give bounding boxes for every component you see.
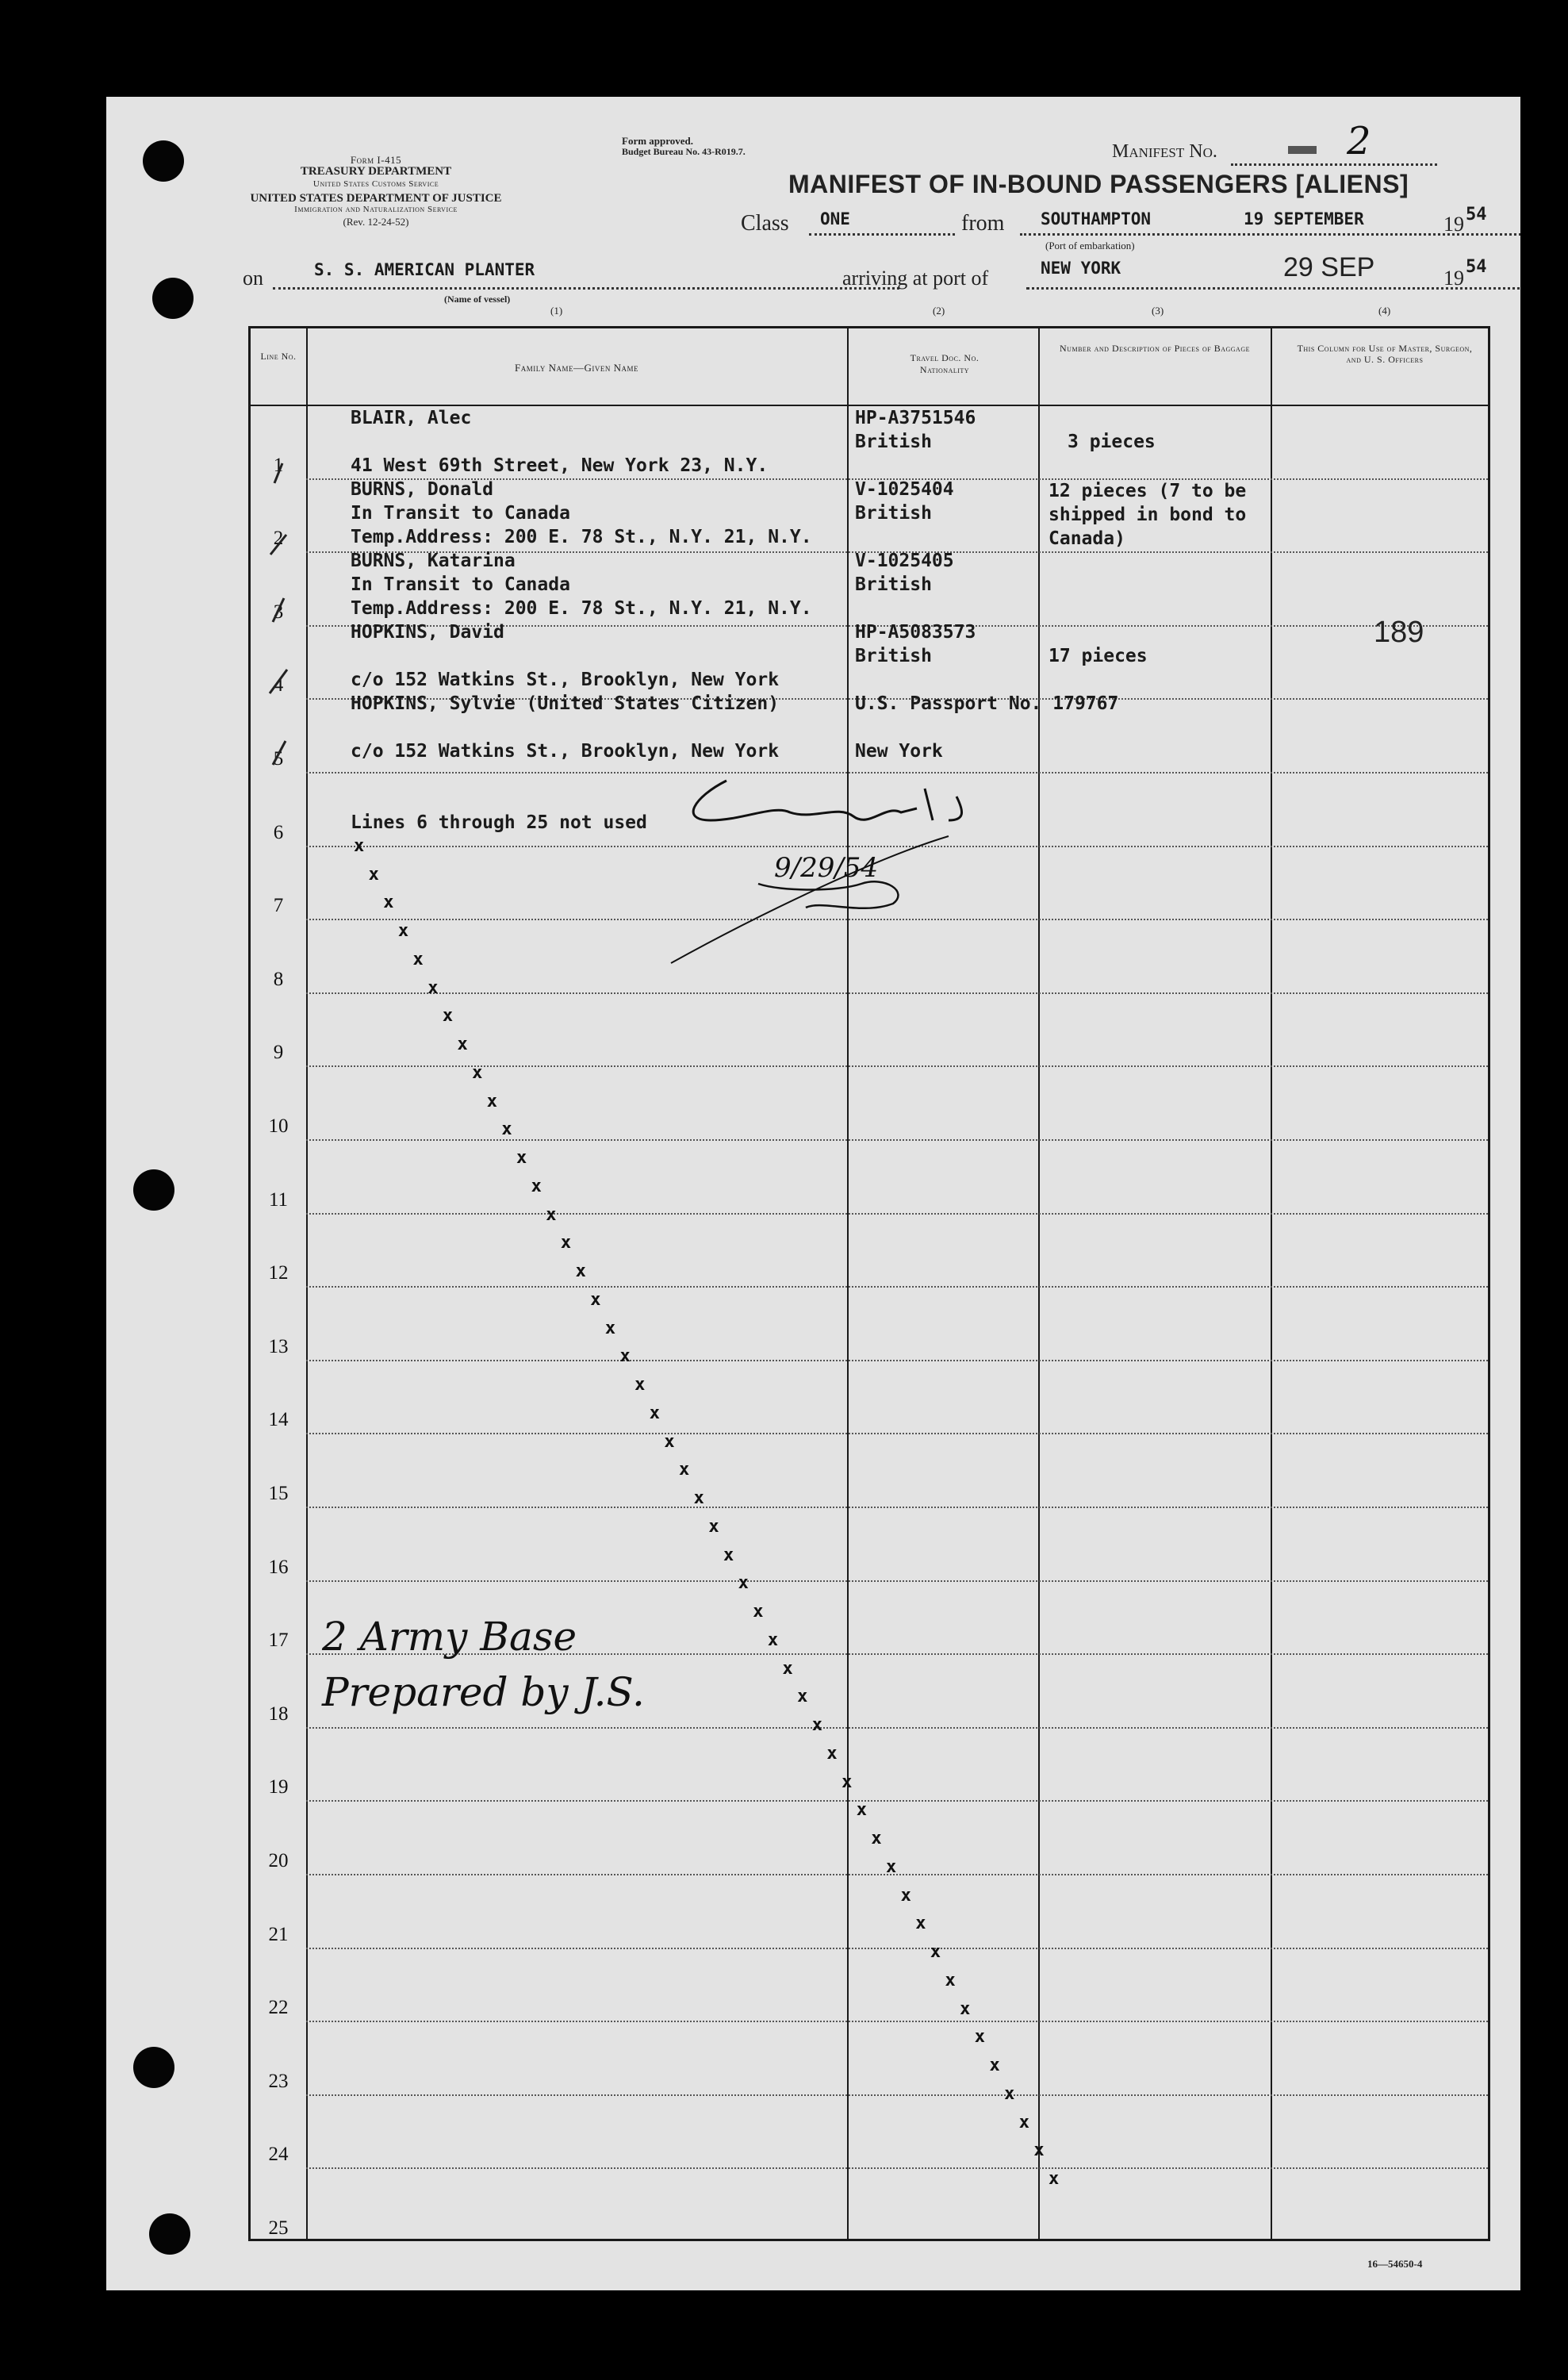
x-mark: x	[560, 1233, 572, 1253]
header-travel-doc: Travel Doc. No. Nationality	[910, 352, 980, 375]
entry-2-baggage: 12 pieces (7 to be shipped in bond to Canada)	[1049, 481, 1247, 549]
header-rule	[251, 405, 1488, 406]
line-number: 23	[268, 2070, 289, 2092]
line-number: 16	[268, 1556, 289, 1578]
manifest-table	[248, 326, 1490, 2241]
x-mark: x	[590, 1289, 601, 1310]
col-num-1: (1)	[550, 305, 563, 317]
entry-2-doc: V-1025404	[855, 479, 954, 500]
from-value: SOUTHAMPTON	[1041, 209, 1152, 228]
x-mark: x	[708, 1516, 719, 1537]
x-mark: x	[634, 1375, 646, 1395]
entry-4-nationality: British	[855, 646, 932, 666]
unused-lines-note: Lines 6 through 25 not used	[351, 812, 647, 833]
x-mark: x	[960, 1998, 971, 2019]
punch-hole	[149, 2213, 190, 2255]
year-prefix-1: 19	[1443, 213, 1464, 236]
entry-4-address: c/o 152 Watkins St., Brooklyn, New York	[351, 670, 780, 690]
x-mark: x	[811, 1715, 823, 1736]
x-mark: x	[397, 921, 409, 942]
arrival-port: NEW YORK	[1041, 259, 1121, 278]
arrival-year: 54	[1466, 257, 1487, 277]
row-rule	[306, 992, 1488, 994]
line-number: 15	[268, 1483, 289, 1504]
x-mark: x	[856, 1800, 867, 1821]
row-rule	[306, 2094, 1488, 2096]
line-number: 11	[268, 1188, 289, 1211]
line-number: 5	[273, 748, 284, 770]
row-rule	[306, 1727, 1488, 1729]
line-number: 9	[273, 1042, 284, 1064]
vessel-dotline	[273, 287, 899, 290]
line-number: 7	[273, 895, 284, 917]
manifest-number: 2	[1347, 119, 1371, 163]
line-number: 18	[268, 1702, 289, 1725]
x-mark: x	[472, 1062, 483, 1083]
entry-1-address: 41 West 69th Street, New York 23, N.Y.	[351, 455, 769, 476]
x-mark: x	[664, 1431, 675, 1452]
line-number: 17	[268, 1630, 289, 1652]
x-mark: x	[900, 1885, 911, 1906]
handwritten-note-prepared: Prepared by J.S.	[322, 1669, 645, 1715]
x-mark: x	[1004, 2083, 1015, 2104]
line-number: 2	[273, 528, 284, 550]
department-of-justice: UNITED STATES DEPARTMENT OF JUSTICE	[250, 192, 502, 205]
line-number: 14	[268, 1409, 289, 1431]
x-mark: x	[885, 1856, 897, 1877]
x-mark: x	[604, 1318, 616, 1338]
line-number: 21	[268, 1923, 289, 1945]
treasury-department: TREASURY DEPARTMENT	[300, 165, 452, 178]
line-number: 3	[273, 601, 284, 623]
entry-5-doc: U.S. Passport No. 179767	[855, 693, 1119, 714]
punch-hole	[133, 2047, 174, 2088]
class-dotline	[809, 233, 955, 236]
row-rule	[306, 2167, 1488, 2169]
port-embarkation-caption: (Port of embarkation)	[1045, 240, 1135, 251]
row-rule	[306, 2021, 1488, 2022]
arriving-label: arriving at port of	[842, 267, 989, 290]
line-number: 4	[273, 674, 284, 697]
line-number: 6	[273, 821, 284, 843]
row-rule	[306, 1065, 1488, 1067]
entry-1-name: BLAIR, Alec	[351, 408, 472, 428]
manifest-no-label: Manifest No.	[1112, 141, 1217, 162]
header-officers: This Column for Use of Master, Surgeon, and U. S. Officers	[1297, 343, 1473, 365]
year-prefix-2: 19	[1443, 267, 1464, 290]
header-line-no: Line No.	[260, 351, 297, 362]
row-rule	[306, 1433, 1488, 1434]
x-mark: x	[738, 1573, 749, 1594]
col-divider	[306, 328, 308, 2239]
line-number: 13	[268, 1335, 289, 1357]
entry-1-baggage: 3 pieces	[1068, 432, 1156, 452]
punch-hole	[133, 1169, 174, 1211]
x-mark: x	[915, 1914, 926, 1934]
x-mark: x	[442, 1006, 454, 1027]
x-mark: x	[723, 1545, 734, 1565]
x-mark: x	[1033, 2140, 1045, 2161]
col-num-2: (2)	[933, 305, 945, 317]
entry-1-nationality: British	[855, 432, 932, 452]
departure-year: 54	[1466, 205, 1487, 225]
manifest-no-line	[1231, 163, 1437, 166]
from-label: from	[961, 211, 1005, 236]
entry-2-nationality: British	[855, 503, 932, 524]
line-number: 10	[268, 1115, 289, 1137]
x-mark: x	[842, 1772, 853, 1792]
row-rule	[306, 1948, 1488, 1949]
row-rule	[306, 1286, 1488, 1288]
punch-hole	[152, 278, 194, 319]
entry-2-address: In Transit to Canada	[351, 503, 570, 524]
x-mark: x	[797, 1687, 808, 1707]
vessel-caption: (Name of vessel)	[444, 294, 511, 305]
x-mark: x	[1018, 2112, 1029, 2132]
entry-3-doc: V-1025405	[855, 551, 954, 571]
x-mark: x	[531, 1176, 542, 1196]
line-number: 25	[268, 2217, 289, 2239]
x-mark: x	[368, 864, 379, 885]
x-mark: x	[753, 1602, 764, 1622]
entry-1-doc: HP-A3751546	[855, 408, 976, 428]
manifest-title: MANIFEST OF IN-BOUND PASSENGERS [ALIENS]	[788, 170, 1409, 198]
header-name: Family Name—Given Name	[515, 362, 638, 374]
entry-5-name: HOPKINS, Sylvie (United States Citizen)	[351, 693, 780, 714]
x-mark: x	[930, 1942, 941, 1963]
header-baggage: Number and Description of Pieces of Baggage	[1060, 343, 1250, 354]
struck-out-mark	[1288, 146, 1317, 154]
line-number: 22	[268, 1997, 289, 2019]
row-rule	[306, 1507, 1488, 1508]
x-mark: x	[693, 1488, 704, 1509]
officer-stamp-number: 189	[1374, 616, 1424, 649]
x-mark: x	[767, 1630, 779, 1650]
row-rule	[306, 1580, 1488, 1582]
check-marks	[259, 447, 306, 828]
entry-3-address: In Transit to Canada	[351, 574, 570, 595]
x-mark: x	[427, 977, 439, 998]
x-mark: x	[516, 1148, 527, 1169]
col-divider	[1038, 328, 1040, 2239]
x-mark: x	[679, 1460, 690, 1480]
entry-5-address: c/o 152 Watkins St., Brooklyn, New York	[351, 741, 780, 762]
col-divider	[1271, 328, 1272, 2239]
entry-3-temp-address: Temp.Address: 200 E. 78 St., N.Y. 21, N.Y.	[351, 598, 812, 619]
x-mark: x	[354, 836, 365, 856]
x-mark: x	[575, 1261, 586, 1282]
entry-5-nationality: New York	[855, 741, 943, 762]
arrival-date: 29 SEP	[1283, 252, 1375, 282]
x-mark: x	[826, 1743, 838, 1764]
handwritten-note-army-base: 2 Army Base	[322, 1614, 577, 1660]
handwritten-date: 9/29/54	[774, 852, 879, 884]
x-mark: x	[871, 1829, 882, 1849]
class-value: ONE	[820, 209, 850, 228]
x-mark: x	[619, 1346, 631, 1367]
on-label: on	[243, 267, 263, 290]
entry-2-name: BURNS, Donald	[351, 479, 494, 500]
entry-3-nationality: British	[855, 574, 932, 595]
vessel-name: S. S. AMERICAN PLANTER	[314, 260, 535, 279]
x-mark: x	[546, 1204, 557, 1225]
x-mark: x	[974, 2027, 986, 2048]
punch-hole	[143, 140, 184, 182]
budget-bureau: Budget Bureau No. 43-R019.7.	[622, 146, 746, 157]
row-rule	[306, 1874, 1488, 1875]
line-number: 12	[268, 1262, 289, 1284]
line-number: 8	[273, 968, 284, 990]
row-rule	[306, 1800, 1488, 1802]
class-label: Class	[741, 211, 789, 236]
departure-date: 19 SEPTEMBER	[1244, 209, 1364, 228]
x-mark: x	[383, 892, 394, 913]
line-number: 1	[273, 454, 284, 476]
x-mark: x	[457, 1035, 468, 1055]
row-rule	[306, 1213, 1488, 1215]
x-mark: x	[989, 2056, 1000, 2076]
ins-label: Immigration and Naturalization Service	[294, 205, 458, 214]
x-mark: x	[486, 1091, 497, 1111]
col-num-3: (3)	[1152, 305, 1164, 317]
entry-2-temp-address: Temp.Address: 200 E. 78 St., N.Y. 21, N.Y.	[351, 527, 812, 547]
entry-3-name: BURNS, Katarina	[351, 551, 516, 571]
col-num-4: (4)	[1378, 305, 1391, 317]
x-mark: x	[782, 1658, 793, 1679]
x-mark: x	[649, 1403, 661, 1423]
x-mark: x	[412, 949, 424, 969]
x-mark: x	[501, 1119, 512, 1140]
row-rule	[306, 1360, 1488, 1361]
line-number: 24	[268, 2144, 289, 2166]
x-mark: x	[1049, 2169, 1060, 2189]
entry-4-baggage: 17 pieces	[1049, 646, 1148, 666]
form-number: Form I-415	[350, 154, 402, 166]
col-divider	[847, 328, 849, 2239]
entry-4-name: HOPKINS, David	[351, 622, 504, 643]
line-number: 19	[268, 1776, 289, 1798]
entry-4-doc: HP-A5083573	[855, 622, 976, 643]
customs-service: United States Customs Service	[312, 179, 439, 189]
line-number: 20	[268, 1850, 289, 1871]
x-mark: x	[945, 1970, 956, 1990]
footer-code: 16—54650-4	[1367, 2258, 1423, 2270]
form-approved: Form approved.	[622, 135, 694, 147]
revision: (Rev. 12-24-52)	[343, 216, 409, 228]
row-rule	[306, 1139, 1488, 1141]
